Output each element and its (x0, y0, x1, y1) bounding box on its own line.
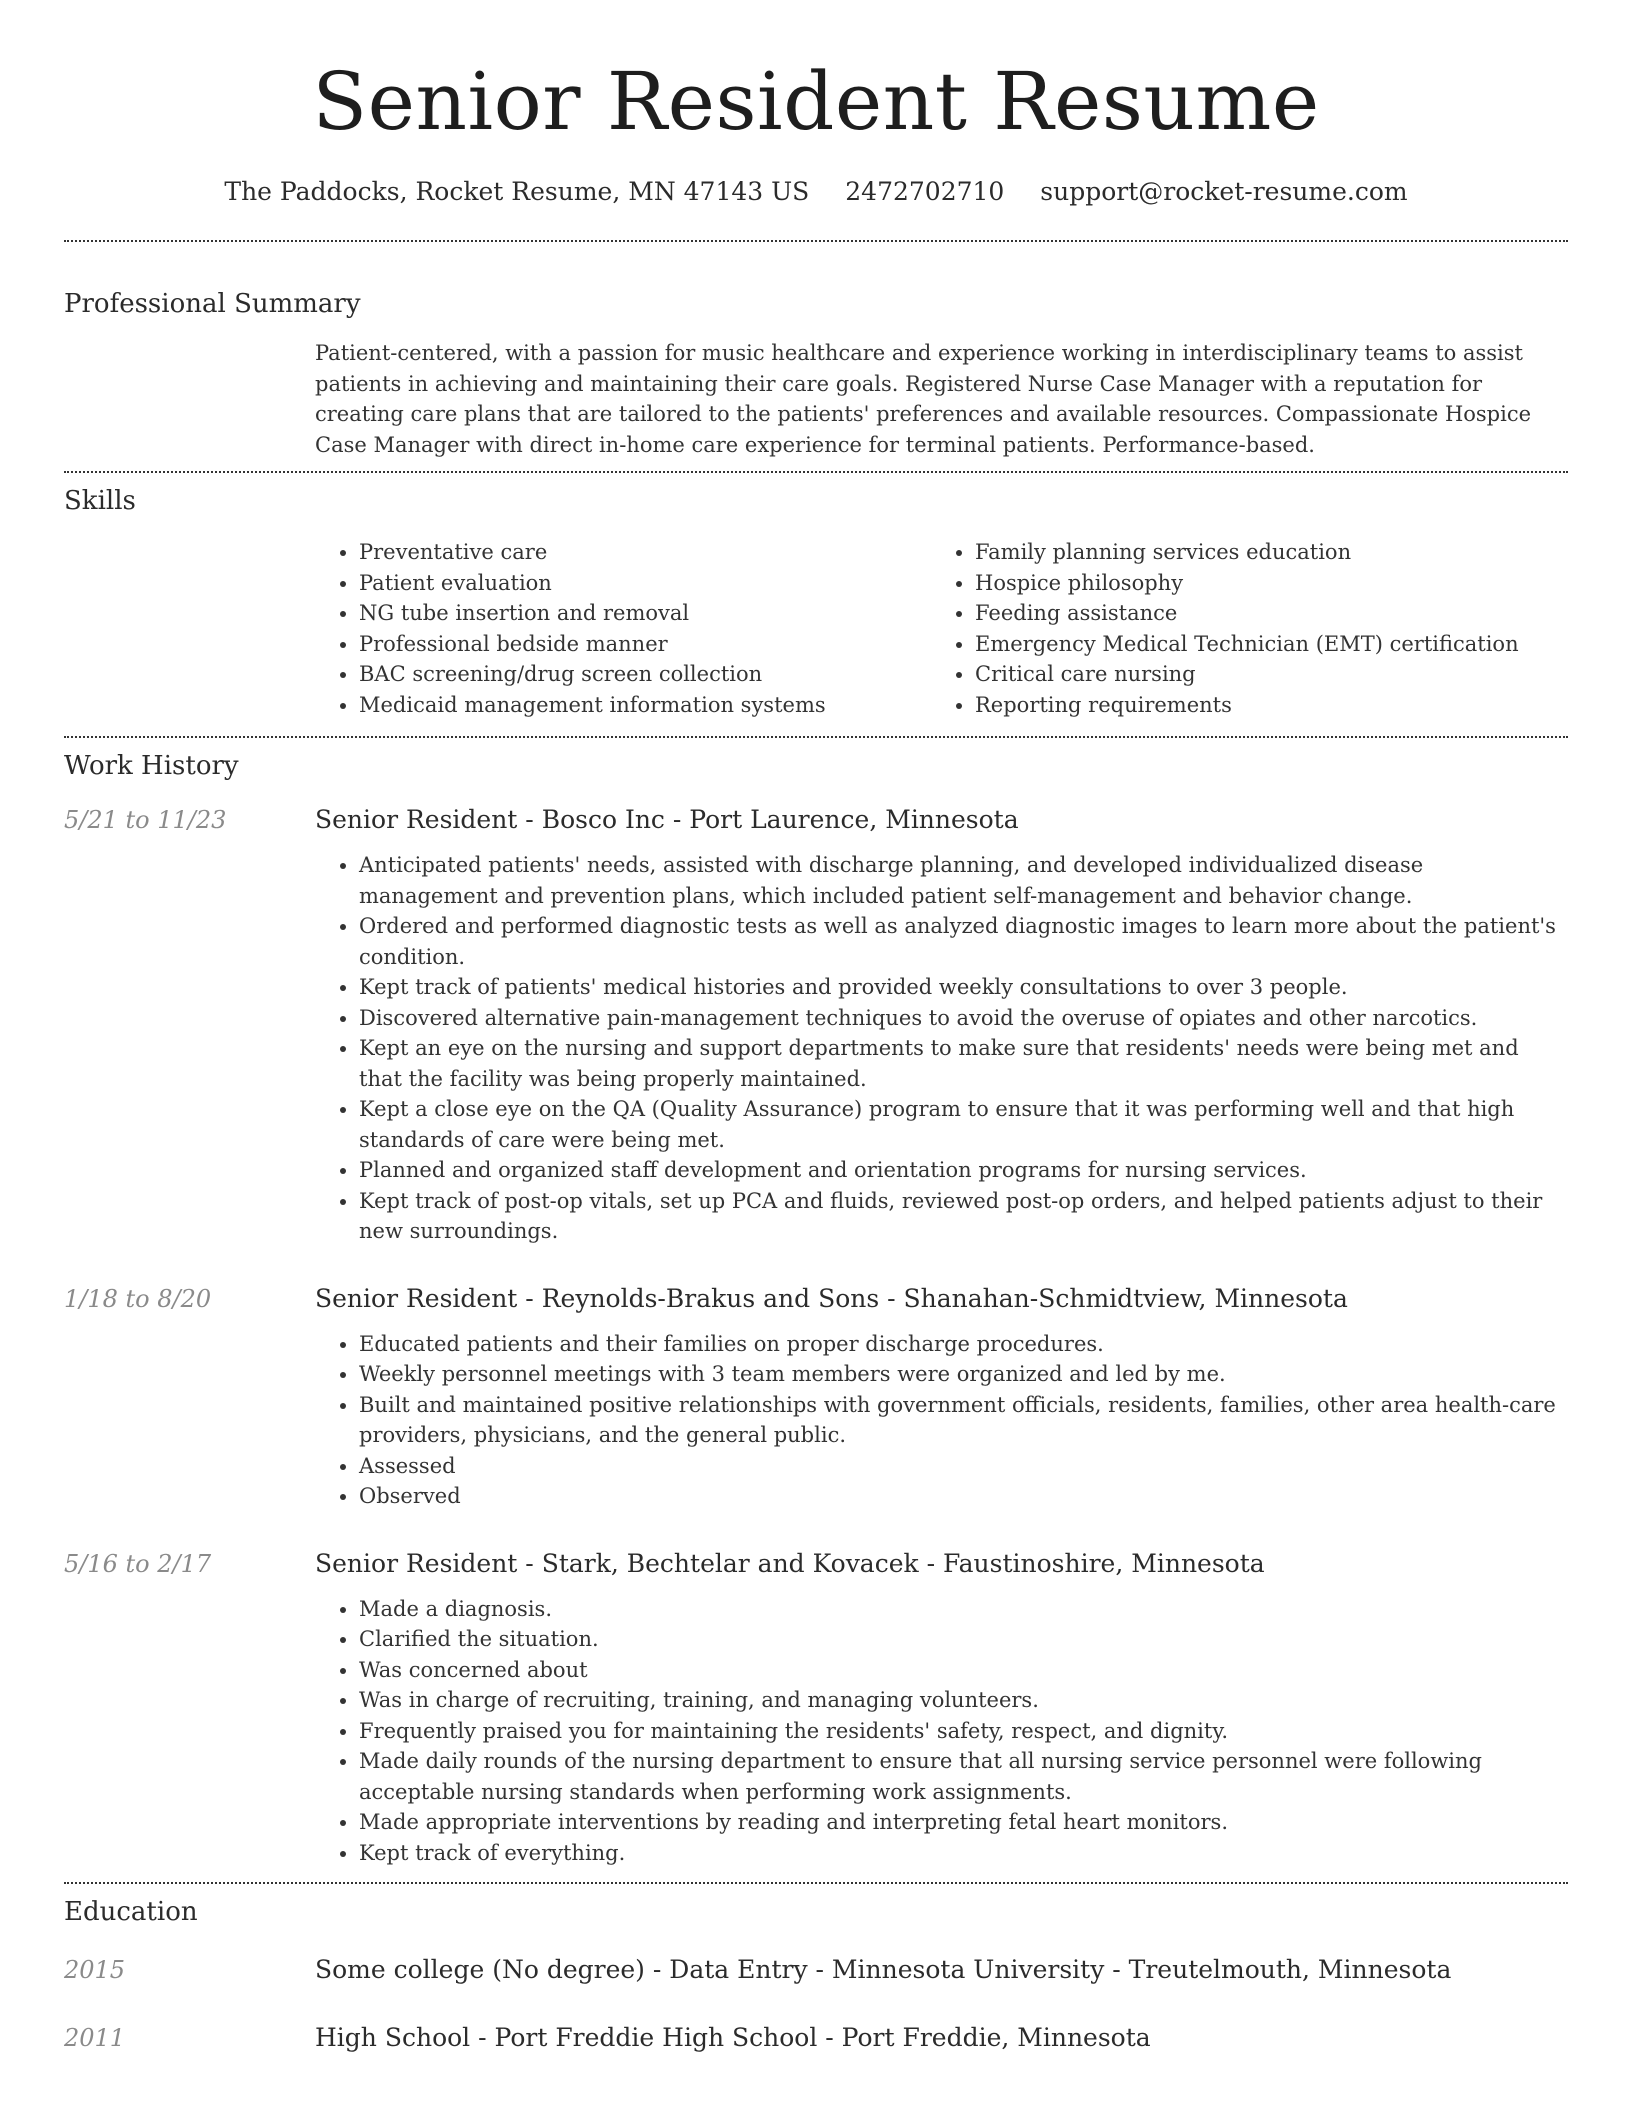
job-bullet: • Frequently praised you for maintaining the residents' safety, respect, and dignity. (359, 1716, 1568, 1747)
job-date: 5/21 to 11/23 (64, 806, 227, 834)
education-text: Some college (No degree) - Data Entry - Minnesota University - Treutelmouth, Minnesota (315, 1955, 1452, 1984)
skill-item: • NG tube insertion and removal (359, 598, 931, 629)
resume-page (64, 0, 1568, 2058)
work-heading: Work History (64, 751, 239, 781)
job-bullet: • Planned and organized staff development and orientation programs for nursing services. (359, 1155, 1568, 1186)
job-title: Senior Resident - Bosco Inc - Port Laurence, Minnesota (315, 805, 1019, 834)
job-title: Senior Resident - Reynolds-Brakus and Sons - Shanahan-Schmidtview, Minnesota (315, 1283, 1348, 1313)
education-text: High School - Port Freddie High School - Port Freddie, Minnesota (315, 2023, 1151, 2052)
contact-phone: 2472702710 (845, 177, 1005, 206)
skill-item: • Critical care nursing (975, 659, 1535, 690)
contact-address: The Paddocks, Rocket Resume, MN 47143 US (224, 177, 810, 206)
skill-item: • Emergency Medical Technician (EMT) certification (975, 629, 1535, 660)
education-date: 2015 (64, 1956, 126, 1984)
job-bullets (315, 1594, 1568, 1869)
job-bullet: • Clarified the situation. (359, 1624, 1568, 1655)
resume-title: Senior Resident Resume (312, 55, 1320, 148)
job-header (64, 800, 1568, 840)
job-bullet: • Weekly personnel meetings with 3 team members were organized and led by me. (359, 1359, 1568, 1390)
job-date: 1/18 to 8/20 (64, 1284, 212, 1313)
job-bullet: • Kept track of patients' medical histories and provided weekly consultations to over 3 people. (359, 972, 1568, 1003)
job-bullet: • Kept an eye on the nursing and support departments to make sure that residents' needs were being met and that the facility was being properly maintained. (359, 1033, 1568, 1094)
job-entry (64, 1279, 1568, 1512)
work-section (64, 738, 1568, 1868)
skill-item: • Hospice philosophy (975, 568, 1535, 599)
job-bullet: • Made a diagnosis. (359, 1594, 1568, 1625)
summary-heading: Professional Summary (64, 289, 361, 319)
job-date: 5/16 to 2/17 (64, 1549, 212, 1578)
skill-item: • Professional bedside manner (359, 629, 931, 660)
job-bullet: • Was in charge of recruiting, training, and managing volunteers. (359, 1685, 1568, 1716)
job-bullet: • Assessed (359, 1451, 1568, 1482)
education-entry (64, 2018, 1568, 2058)
skills-list-left (315, 537, 931, 720)
job-bullet-list (315, 850, 1568, 1247)
education-section (64, 1884, 1568, 2058)
education-entry (64, 1950, 1568, 1990)
education-heading: Education (64, 1897, 198, 1927)
job-title: Senior Resident - Stark, Bechtelar and Kovacek - Faustinoshire, Minnesota (315, 1548, 1265, 1578)
job-bullet-list (315, 1329, 1568, 1512)
skills-section (64, 473, 1568, 720)
job-bullet: • Kept track of post-op vitals, set up PCA and fluids, reviewed post-op orders, and helped patients adjust to their new surroundings. (359, 1186, 1568, 1247)
job-bullet: • Anticipated patients' needs, assisted with discharge planning, and developed individualized disease management and prevention plans, which included patient self-management and behavior change. (359, 850, 1568, 911)
skill-item: • Feeding assistance (975, 598, 1535, 629)
job-bullet: • Kept a close eye on the QA (Quality Assurance) program to ensure that it was performing well and that high standards of care were being met. (359, 1094, 1568, 1155)
job-bullets (315, 1329, 1568, 1512)
job-entry (64, 800, 1568, 1247)
education-date: 2011 (64, 2024, 126, 2052)
job-bullet: • Ordered and performed diagnostic tests as well as analyzed diagnostic images to learn more about the patient's condition. (359, 911, 1568, 972)
skill-item: • Family planning services education (975, 537, 1535, 568)
job-bullet: • Observed (359, 1481, 1568, 1512)
job-bullet: • Built and maintained positive relationships with government officials, residents, families, other area health-care providers, physicians, and the general public. (359, 1390, 1568, 1451)
skill-item: • Medicaid management information systems (359, 690, 931, 721)
skills-grid (315, 537, 1568, 720)
skills-heading: Skills (64, 486, 136, 516)
job-bullet: • Made appropriate interventions by reading and interpreting fetal heart monitors. (359, 1807, 1568, 1838)
summary-section (64, 242, 1568, 460)
job-header (64, 1279, 1568, 1319)
job-bullets (315, 850, 1568, 1247)
skill-item: • Preventative care (359, 537, 931, 568)
job-bullet: • Discovered alternative pain-management techniques to avoid the overuse of opiates and other narcotics. (359, 1003, 1568, 1034)
job-bullet-list (315, 1594, 1568, 1869)
skill-item: • Reporting requirements (975, 690, 1535, 721)
summary-text: Patient-centered, with a passion for music healthcare and experience working in interdisciplinary teams to assist patients in achieving and maintaining their care goals. Registered Nurse Case Manager with a reputation for creating care plans that are tailored to the patients' preferences and available resources. Compassionate Hospice Case Manager with direct in-home care experience for terminal patients. Performance-based. (315, 341, 1532, 457)
contact-email: support@rocket-resume.com (1040, 177, 1408, 206)
job-bullet: • Was concerned about (359, 1655, 1568, 1686)
contact-line (64, 174, 1568, 210)
job-header (64, 1544, 1568, 1584)
skill-item: • BAC screening/drug screen collection (359, 659, 931, 690)
skill-item: • Patient evaluation (359, 568, 931, 599)
skills-list-right (931, 537, 1535, 720)
job-bullet: • Kept track of everything. (359, 1838, 1568, 1869)
job-bullet: • Educated patients and their families on proper discharge procedures. (359, 1329, 1568, 1360)
job-bullet: • Made daily rounds of the nursing department to ensure that all nursing service personnel were following acceptable nursing standards when performing work assignments. (359, 1746, 1568, 1807)
job-entry (64, 1544, 1568, 1869)
